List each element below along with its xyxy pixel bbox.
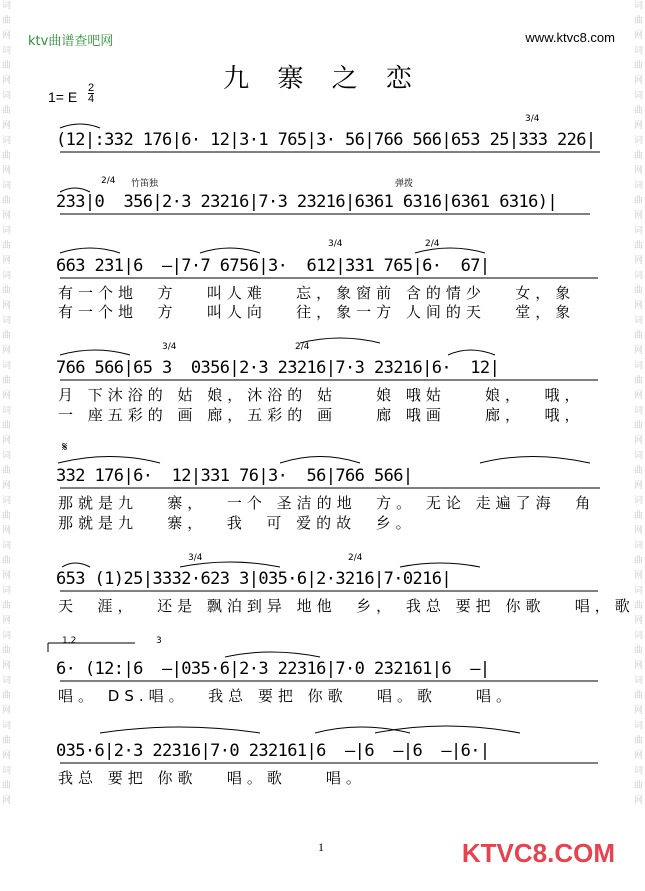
lyric-verse-1: 唱。 DS.唱。 我总 要把 你歌 唱。歌 唱。	[58, 687, 517, 705]
side-watermark-char: 曲	[2, 511, 12, 521]
score-line-5: 332 176|6· 12|331 76|3· 56|766 566|	[56, 466, 413, 486]
side-watermark-char: 网	[633, 166, 643, 176]
meter-change: 3/4	[328, 239, 343, 249]
side-watermark-char: 词	[2, 271, 12, 281]
lyric-verse-2: 一 座五彩的 画 廊，五彩的 画 廊 哦画 廊， 哦，	[58, 406, 585, 424]
side-watermark-char: 词	[633, 1, 643, 11]
side-watermark-char: 词	[2, 631, 12, 641]
side-watermark-char: 词	[633, 226, 643, 236]
side-watermark-char: 词	[633, 91, 643, 101]
side-watermark-char: 词	[2, 316, 12, 326]
side-watermark-char: 词	[633, 451, 643, 461]
site-url-right[interactable]: www.ktvc8.com	[525, 30, 615, 45]
side-watermark-char: 词	[633, 541, 643, 551]
side-watermark-char: 词	[2, 46, 12, 56]
lyric-verse-1: 那就是九 寨， 一个 圣洁的地 方。 无论 走遍了海 角	[58, 494, 596, 512]
instrument-note: 竹笛独	[131, 179, 159, 189]
side-watermark-char: 词	[633, 766, 643, 776]
side-watermark-char: 网	[2, 166, 12, 176]
side-watermark-char: 词	[633, 361, 643, 371]
side-watermark-char: 曲	[2, 646, 12, 656]
side-watermark-char: 曲	[2, 736, 12, 746]
instrument-note: 弹拨	[395, 179, 414, 189]
meter-change: 3/4	[188, 553, 203, 563]
side-watermark-char: 曲	[633, 286, 643, 296]
side-watermark-char: 词	[2, 181, 12, 191]
meter-bottom: 4	[88, 93, 95, 105]
meter-change: 2/4	[295, 342, 310, 352]
score-line-2: 233|0 356|2·3 23216|7·3 23216|6361 6316|6361 6316)|	[56, 192, 558, 212]
lyric-verse-1: 天 涯， 还是 飘泊到异 地他 乡， 我总 要把 你歌 唱，歌	[58, 597, 635, 615]
side-watermark-char: 曲	[633, 556, 643, 566]
side-watermark-char: 词	[633, 676, 643, 686]
side-watermark-char: 网	[633, 346, 643, 356]
side-watermark-char: 曲	[2, 286, 12, 296]
side-watermark-char: 词	[633, 586, 643, 596]
side-watermark-char: 曲	[633, 196, 643, 206]
meter-change: 3/4	[162, 342, 177, 352]
meter-top: 2	[88, 82, 95, 94]
side-watermark-char: 曲	[2, 151, 12, 161]
side-watermark-char: 网	[633, 436, 643, 446]
side-watermark-char: 词	[633, 46, 643, 56]
side-watermark-char: 曲	[2, 331, 12, 341]
side-watermark-char: 词	[2, 496, 12, 506]
side-watermark-char: 网	[633, 526, 643, 536]
side-watermark-char: 网	[633, 796, 643, 806]
side-watermark-char: 网	[2, 256, 12, 266]
side-watermark-char: 词	[2, 541, 12, 551]
side-watermark-char: 词	[633, 136, 643, 146]
side-watermark-char: 网	[633, 76, 643, 86]
side-watermark-char: 网	[633, 706, 643, 716]
side-watermark-char: 曲	[633, 241, 643, 251]
side-watermark-char: 网	[633, 256, 643, 266]
side-watermark-char: 词	[2, 226, 12, 236]
key-signature: 1= E	[48, 89, 78, 105]
side-watermark-char: 网	[2, 481, 12, 491]
side-watermark-char: 词	[633, 316, 643, 326]
side-watermark-char: 曲	[633, 106, 643, 116]
side-watermark-char: 词	[2, 1, 12, 11]
side-watermark-char: 曲	[2, 16, 12, 26]
side-watermark-char: 网	[633, 751, 643, 761]
segno-sign: 𝄋	[62, 440, 68, 455]
meter-change: 2/4	[425, 239, 440, 249]
side-watermark-char: 曲	[633, 61, 643, 71]
side-watermark-char: 曲	[633, 601, 643, 611]
volta-1-2: 1.2	[62, 636, 77, 646]
side-watermark-char: 网	[2, 526, 12, 536]
side-watermark-char: 词	[2, 676, 12, 686]
side-watermark-char: 曲	[2, 196, 12, 206]
side-watermark-char: 曲	[633, 511, 643, 521]
meter-change: 2/4	[101, 176, 116, 186]
lyric-verse-1: 月 下沐浴的 姑 娘，沐浴的 姑 娘 哦姑 娘， 哦，	[58, 386, 585, 404]
side-watermark-char: 曲	[2, 61, 12, 71]
side-watermark-char: 网	[2, 391, 12, 401]
side-watermark-char: 曲	[2, 241, 12, 251]
side-watermark-char: 曲	[2, 781, 12, 791]
side-watermark-char: 网	[633, 571, 643, 581]
side-watermark-char: 网	[633, 211, 643, 221]
side-watermark-char: 词	[633, 181, 643, 191]
side-watermark-char: 曲	[633, 781, 643, 791]
lyric-verse-2: 那就是九 寨， 我 可 爱的故 乡。	[58, 514, 416, 532]
side-watermark-char: 曲	[633, 376, 643, 386]
side-watermark-char: 词	[633, 406, 643, 416]
side-watermark-char: 曲	[2, 691, 12, 701]
side-watermark-char: 网	[2, 661, 12, 671]
side-watermark-char: 词	[2, 91, 12, 101]
side-watermark-char: 词	[633, 631, 643, 641]
score-line-7: 6· (12:|6 —|035·6|2·3 22316|7·0 232161|6 —|	[56, 659, 490, 679]
side-watermark-char: 网	[2, 211, 12, 221]
side-watermark-char: 曲	[2, 376, 12, 386]
side-watermark-char: 曲	[633, 646, 643, 656]
side-watermark-char: 词	[2, 406, 12, 416]
side-watermark-char: 网	[633, 661, 643, 671]
score-line-4: 766 566|65 3 0356|2·3 23216|7·3 23216|6· 12|	[56, 358, 500, 378]
site-watermark-logo: KTVC8.COM	[461, 838, 615, 868]
side-watermark-char: 网	[633, 481, 643, 491]
song-title: 九 寨 之 恋	[223, 64, 422, 94]
lyric-verse-1: 我总 要把 你歌 唱。歌 唱。	[58, 769, 366, 787]
site-name-left[interactable]: ktv曲谱查吧网	[28, 34, 114, 49]
lyric-verse-1: 有一个地 方 叫人难 忘，象窗前 含的情少 女，象	[58, 284, 576, 302]
lyric-verse-2: 有一个地 方 叫人向 往，象一方 人间的天 堂，象	[58, 303, 576, 321]
side-watermark-char: 网	[2, 436, 12, 446]
page-number: 1	[318, 840, 324, 854]
side-watermark-char: 网	[2, 751, 12, 761]
side-watermark-char: 曲	[2, 466, 12, 476]
side-watermark-char: 曲	[633, 691, 643, 701]
side-watermark-char: 网	[633, 31, 643, 41]
side-watermark-char: 网	[2, 346, 12, 356]
side-watermark-char: 曲	[2, 601, 12, 611]
side-watermark-char: 网	[633, 121, 643, 131]
meter-change: 3/4	[525, 114, 540, 124]
side-watermark-char: 网	[2, 616, 12, 626]
score-line-3: 663 231|6 —|7·7 6756|3· 612|331 765|6· 67|	[56, 256, 490, 276]
side-watermark-char: 曲	[633, 466, 643, 476]
side-watermark-char: 曲	[633, 421, 643, 431]
side-watermark-char: 网	[2, 571, 12, 581]
volta-3: 3	[156, 636, 162, 646]
side-watermark-char: 曲	[633, 16, 643, 26]
side-watermark-char: 词	[2, 586, 12, 596]
side-watermark-char: 网	[2, 121, 12, 131]
side-watermark-char: 网	[633, 391, 643, 401]
side-watermark-char: 词	[2, 721, 12, 731]
side-watermark-char: 曲	[633, 331, 643, 341]
score-line-1: (12|:332 176|6· 12|3·1 765|3· 56|766 566|653 25|333 226|	[56, 130, 596, 150]
side-watermark-char: 网	[633, 301, 643, 311]
side-watermark-char: 词	[633, 496, 643, 506]
meter-change: 2/4	[348, 553, 363, 563]
side-watermark-char: 曲	[2, 106, 12, 116]
side-watermark-char: 词	[2, 766, 12, 776]
side-watermark-char: 网	[2, 301, 12, 311]
side-watermark-char: 网	[2, 31, 12, 41]
side-watermark-char: 网	[2, 796, 12, 806]
side-watermark-char: 词	[633, 271, 643, 281]
side-watermark-char: 曲	[633, 736, 643, 746]
side-watermark-char: 网	[633, 616, 643, 626]
side-watermark-char: 网	[2, 76, 12, 86]
side-watermark-char: 词	[2, 361, 12, 371]
score-line-8: 035·6|2·3 22316|7·0 232161|6 —|6 —|6 —|6·|	[56, 741, 490, 761]
side-watermark-char: 词	[633, 721, 643, 731]
score-line-6: 653 (1)25|3332·623 3|035·6|2·3216|7·0216|	[56, 569, 452, 589]
side-watermark-char: 曲	[2, 556, 12, 566]
side-watermark-char: 词	[2, 451, 12, 461]
side-watermark-char: 网	[2, 706, 12, 716]
side-watermark-char: 曲	[2, 421, 12, 431]
side-watermark-char: 曲	[633, 151, 643, 161]
side-watermark-char: 词	[2, 136, 12, 146]
